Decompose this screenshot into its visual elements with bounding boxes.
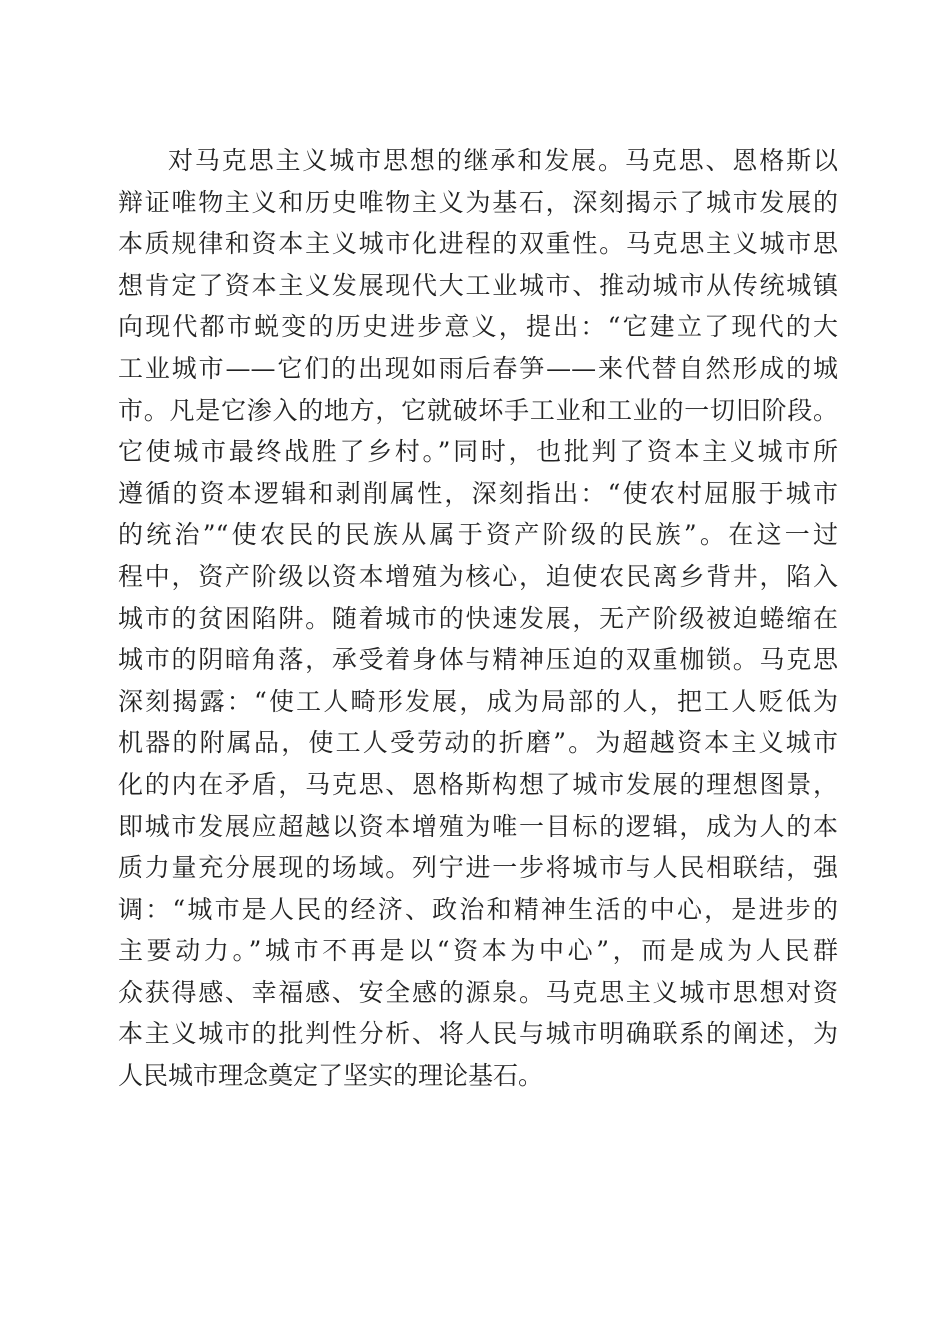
paragraph-line: 即城市发展应超越以资本增殖为唯一目标的逻辑，成为人的本 — [118, 811, 838, 841]
paragraph-line: 向现代都市蜕变的历史进步意义，提出：“它建立了现代的大 — [118, 312, 838, 342]
paragraph-line: 遵循的资本逻辑和剥削属性，深刻指出：“使农村屈服于城市 — [118, 478, 838, 508]
paragraph-line: 想肯定了资本主义发展现代大工业城市、推动城市从传统城镇 — [118, 270, 838, 300]
paragraph-line: 本质规律和资本主义城市化进程的双重性。马克思主义城市思 — [118, 229, 838, 259]
paragraph-line: 城市的贫困陷阱。随着城市的快速发展，无产阶级被迫蜷缩在 — [118, 603, 838, 633]
paragraph-line: 质力量充分展现的场域。列宁进一步将城市与人民相联结，强 — [118, 853, 838, 883]
paragraph-line: 机器的附属品，使工人受劳动的折磨”。为超越资本主义城市 — [118, 728, 838, 758]
paragraph-line: 对马克思主义城市思想的继承和发展。马克思、恩格斯以 — [168, 146, 838, 175]
paragraph-line: 化的内在矛盾，马克思、恩格斯构想了城市发展的理想图景， — [118, 769, 838, 799]
paragraph-line: 它使城市最终战胜了乡村。”同时，也批判了资本主义城市所 — [118, 437, 838, 467]
paragraph-line: 主要动力。”城市不再是以“资本为中心”，而是成为人民群 — [118, 936, 838, 966]
paragraph-line: 众获得感、幸福感、安全感的源泉。马克思主义城市思想对资 — [118, 977, 838, 1007]
paragraph-line: 人民城市理念奠定了坚实的理论基石。 — [118, 1061, 544, 1091]
paragraph-line: 深刻揭露：“使工人畸形发展，成为局部的人，把工人贬低为 — [118, 686, 838, 716]
paragraph-line: 辩证唯物主义和历史唯物主义为基石，深刻揭示了城市发展的 — [118, 187, 838, 217]
paragraph-line: 调：“城市是人民的经济、政治和精神生活的中心，是进步的 — [118, 894, 838, 924]
paragraph-line: 程中，资产阶级以资本增殖为核心，迫使农民离乡背井，陷入 — [118, 561, 838, 591]
paragraph-line: 的统治”“使农民的民族从属于资产阶级的民族”。在这一过 — [118, 520, 838, 550]
paragraph-line: 市。凡是它渗入的地方，它就破坏手工业和工业的一切旧阶段。 — [118, 395, 838, 425]
paragraph-line: 本主义城市的批判性分析、将人民与城市明确联系的阐述，为 — [118, 1019, 838, 1049]
paragraph-line: 工业城市——它们的出现如雨后春笋——来代替自然形成的城 — [118, 353, 838, 383]
paragraph-line: 城市的阴暗角落，承受着身体与精神压迫的双重枷锁。马克思 — [118, 645, 838, 675]
body-paragraph — [118, 140, 838, 1097]
